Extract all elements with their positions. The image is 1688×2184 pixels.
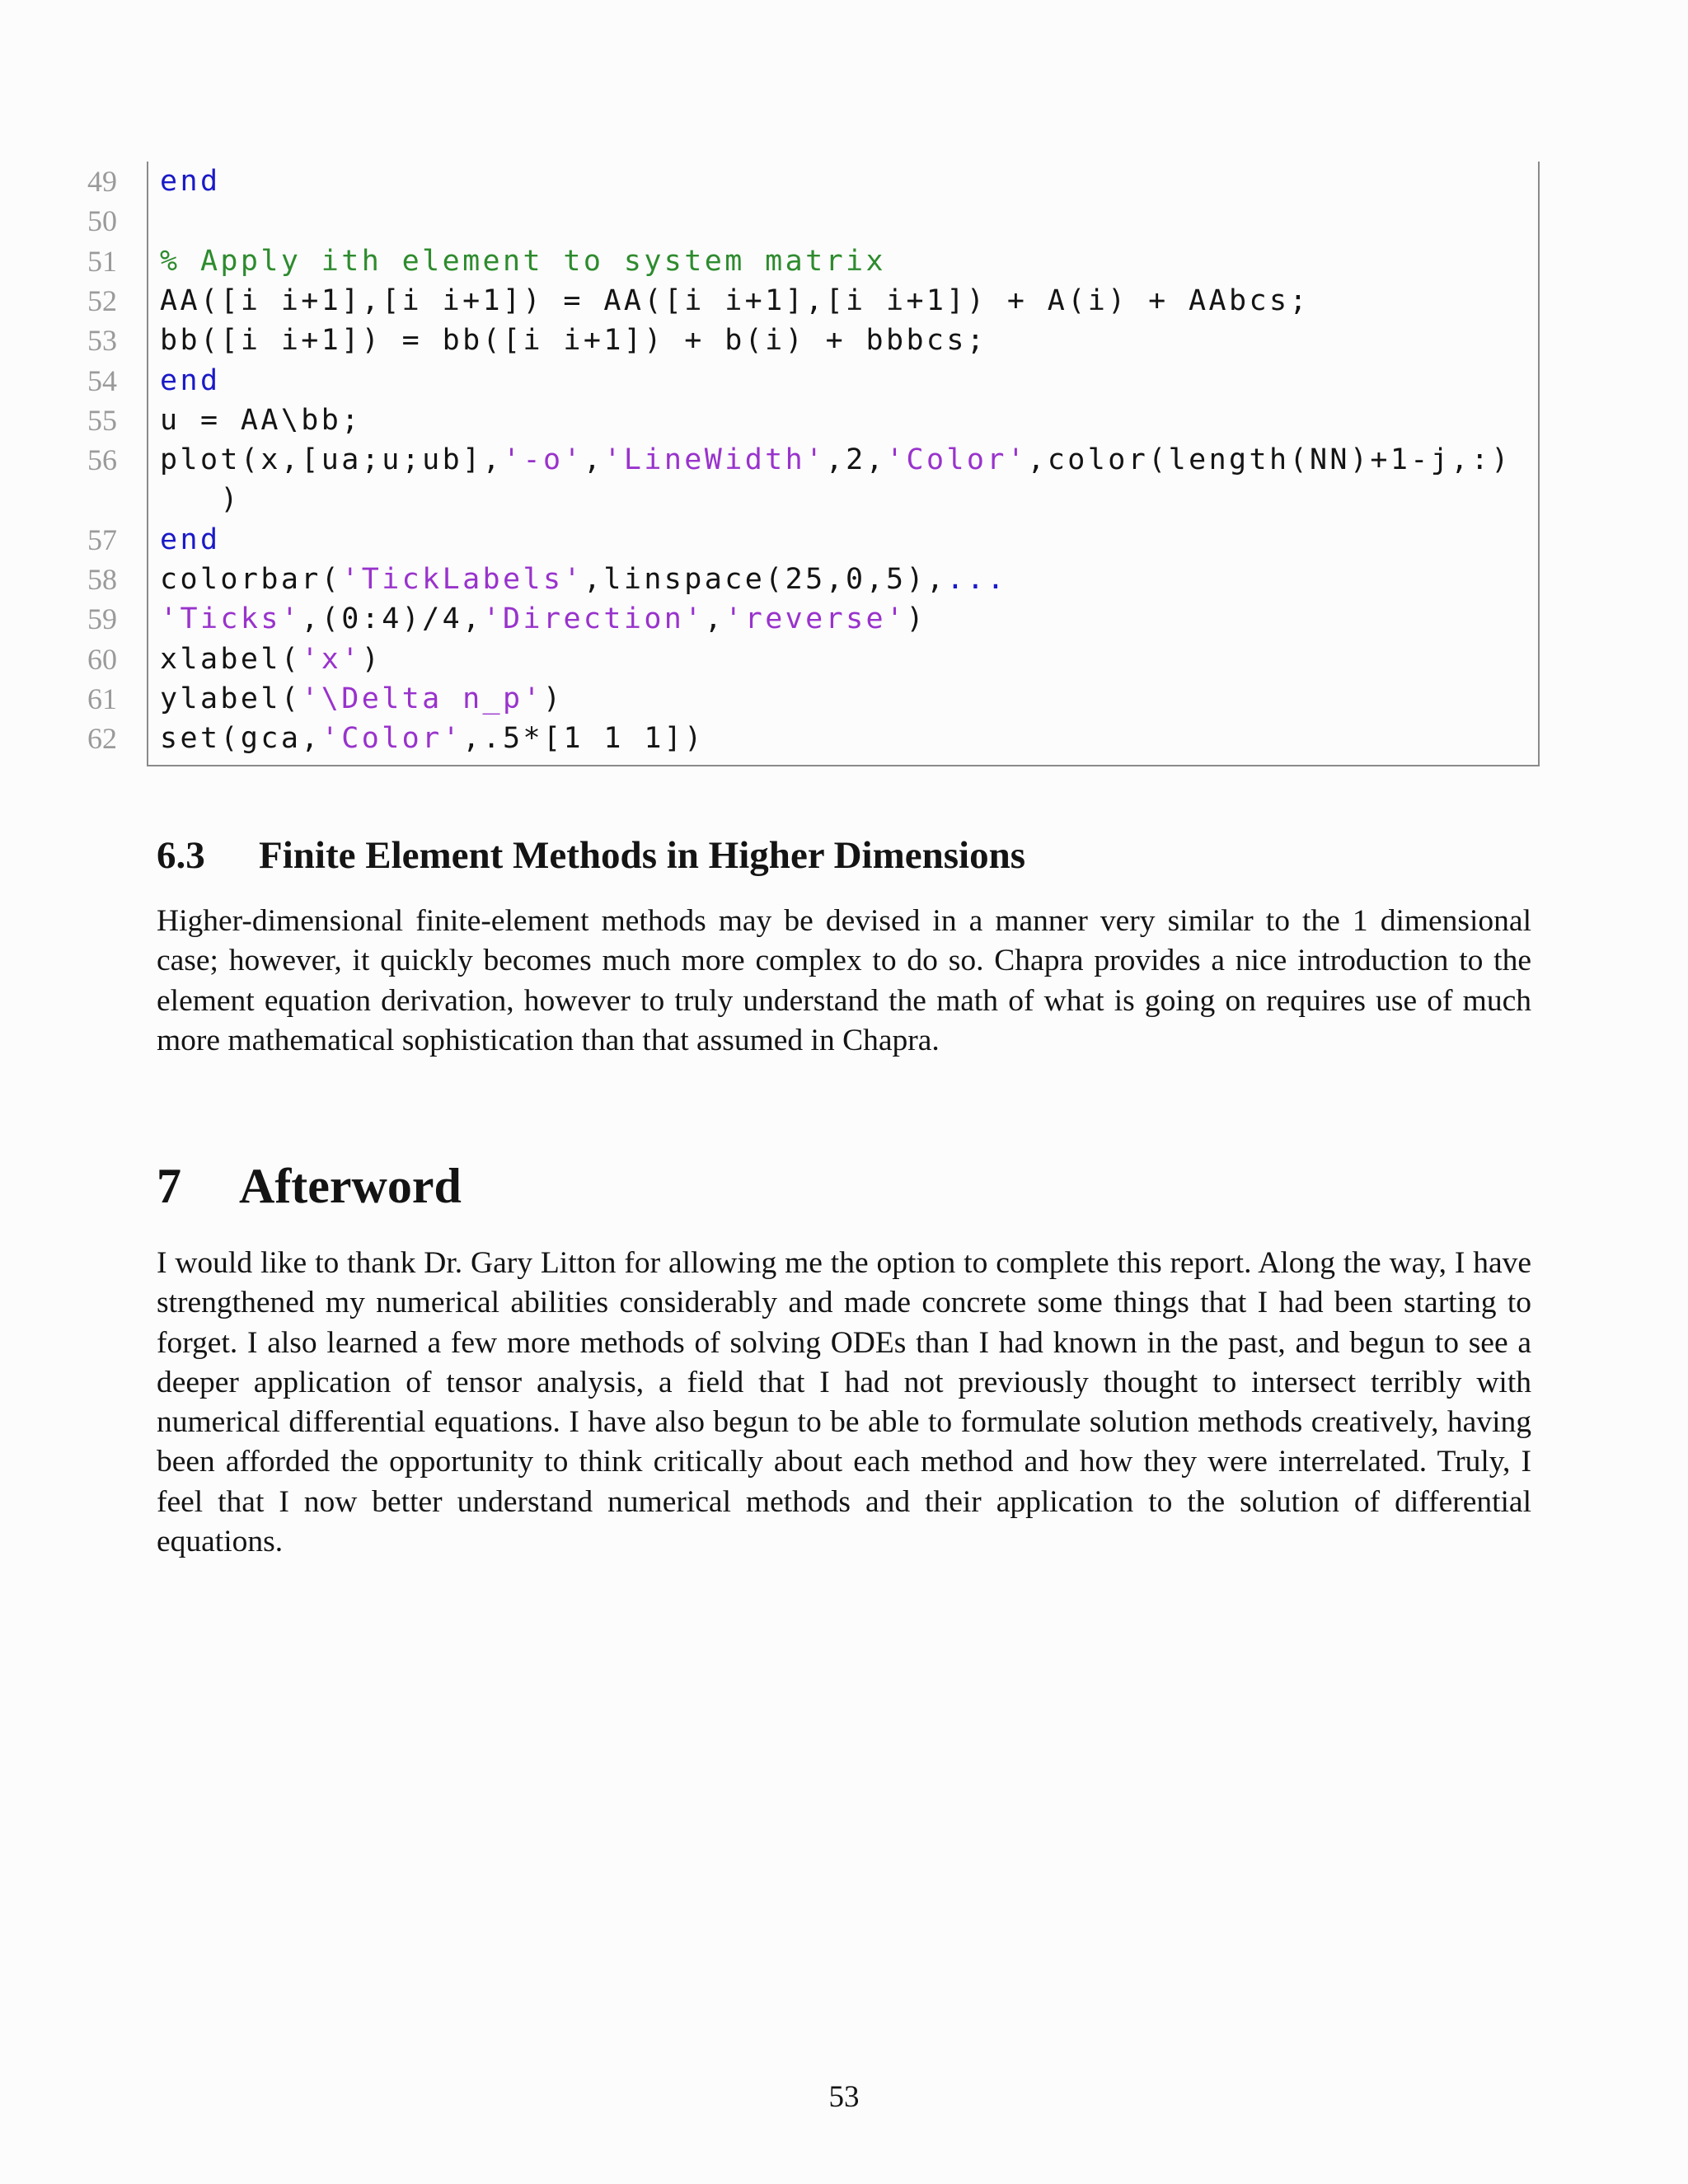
code-string: 'Direction' xyxy=(482,602,705,636)
code-line xyxy=(87,361,1538,401)
code-text xyxy=(160,281,1310,321)
code-text xyxy=(160,640,382,679)
code-keyword: end xyxy=(160,165,221,198)
code-line xyxy=(87,401,1538,440)
code-string: 'TickLabels' xyxy=(341,563,584,596)
code-token: ) xyxy=(542,682,564,715)
code-token: ) xyxy=(160,483,241,517)
afterword-paragraph: I would like to thank Dr. Gary Litton for allowing me the option to complete this report. Along the way, I have strengthened my numerical abilities considerably and made concrete some things that I had been starting to forget. I also learned a few more methods of solving ODEs than I had known in the past, and begun to see a deeper application of tensor analysis, a field that I had not previously thought to intersect terribly with numerical differential equations. I have also begun to be able to formulate solution methods creatively, having been afforded the opportunity to think critically about each method and how they were interrelated. Truly, I feel that I now better understand numerical methods and their application to the solution of differential equations. xyxy=(157,1246,1531,1559)
code-line xyxy=(87,719,1538,758)
code-token: bb([i i+1]) = bb([i i+1]) + b(i) + bbbcs; xyxy=(160,324,987,358)
code-token: ,linspace(25,0,5), xyxy=(583,563,947,596)
section-title: Afterword xyxy=(239,1159,462,1213)
line-number: 52 xyxy=(87,284,117,317)
line-number: 53 xyxy=(87,324,117,358)
code-keyword: end xyxy=(160,363,221,397)
section-number: 7 xyxy=(157,1159,181,1213)
code-text xyxy=(160,719,705,758)
code-string: 'Color' xyxy=(886,443,1028,477)
line-number: 55 xyxy=(87,403,117,437)
section-number: 6.3 xyxy=(157,834,205,877)
code-text xyxy=(160,679,563,719)
code-text xyxy=(160,480,241,519)
line-number: 50 xyxy=(87,204,117,238)
section-title: Finite Element Methods in Higher Dimensions xyxy=(259,834,1025,877)
code-string: 'LineWidth' xyxy=(603,443,826,477)
code-line xyxy=(87,321,1538,360)
code-token: ,.5*[1 1 1]) xyxy=(462,722,705,756)
code-string: 'Ticks' xyxy=(160,602,302,636)
code-text xyxy=(160,599,926,639)
code-text xyxy=(160,321,987,360)
code-keyword: ... xyxy=(946,563,1007,596)
code-line xyxy=(87,281,1538,321)
code-keyword: end xyxy=(160,523,221,556)
code-token: xlabel( xyxy=(160,642,302,676)
line-number: 56 xyxy=(87,443,117,477)
code-line xyxy=(87,201,1538,241)
code-line xyxy=(87,640,1538,679)
code-token: AA([i i+1],[i i+1]) = AA([i i+1],[i i+1]) + A(i) + AAbcs; xyxy=(160,284,1310,317)
line-number: 61 xyxy=(87,682,117,715)
code-string: 'reverse' xyxy=(724,602,907,636)
line-number: 59 xyxy=(87,602,117,636)
code-string: 'Color' xyxy=(321,722,463,756)
code-line xyxy=(87,162,1538,201)
code-line xyxy=(87,440,1538,480)
code-token: ) xyxy=(906,602,926,636)
line-number: 51 xyxy=(87,244,117,278)
code-text xyxy=(160,560,1007,599)
line-number: 54 xyxy=(87,363,117,397)
code-token: ,2, xyxy=(825,443,887,477)
code-text xyxy=(160,241,886,281)
code-line xyxy=(148,480,1538,519)
code-token: ylabel( xyxy=(160,682,302,715)
code-text xyxy=(160,361,220,401)
line-number: 58 xyxy=(87,563,117,596)
code-text xyxy=(160,520,220,560)
code-token: , xyxy=(704,602,725,636)
code-comment: % Apply ith element to system matrix xyxy=(160,244,886,278)
code-text xyxy=(160,162,220,201)
line-number: 49 xyxy=(87,165,117,198)
code-string: '\Delta n_p' xyxy=(301,682,543,715)
code-listing xyxy=(87,162,1540,766)
line-number: 62 xyxy=(87,722,117,756)
code-line xyxy=(87,599,1538,639)
code-line xyxy=(87,520,1538,560)
code-token: ,color(length(NN)+1-j,:) xyxy=(1027,443,1512,477)
code-line xyxy=(87,679,1538,719)
code-token: , xyxy=(583,443,604,477)
page-number: 53 xyxy=(828,2080,860,2114)
code-token: ,(0:4)/4, xyxy=(301,602,483,636)
code-line xyxy=(87,241,1538,281)
code-text xyxy=(160,440,1512,480)
line-number: 60 xyxy=(87,642,117,676)
code-token: set(gca, xyxy=(160,722,321,756)
code-token: colorbar( xyxy=(160,563,342,596)
section-heading-7 xyxy=(157,1158,462,1215)
section-6-3-paragraph: Higher-dimensional finite-element methods may be devised in a manner very similar to the 1 dimensional case; however, it quickly becomes much more complex to do so. Chapra provides a nice introduction to the element equation derivation, however to truly understand the math of what is going on requires use of much more mathematical sophistication than that assumed in Chapra. xyxy=(157,904,1531,1057)
code-string: 'x' xyxy=(301,642,362,676)
code-line xyxy=(87,560,1538,599)
code-string: '-o' xyxy=(503,443,584,477)
code-token: u = AA\bb; xyxy=(160,403,362,437)
code-token: plot(x,[ua;u;ub], xyxy=(160,443,504,477)
section-heading-6-3 xyxy=(157,833,1025,878)
code-text xyxy=(160,401,362,440)
line-number: 57 xyxy=(87,523,117,556)
code-token: ) xyxy=(361,642,382,676)
